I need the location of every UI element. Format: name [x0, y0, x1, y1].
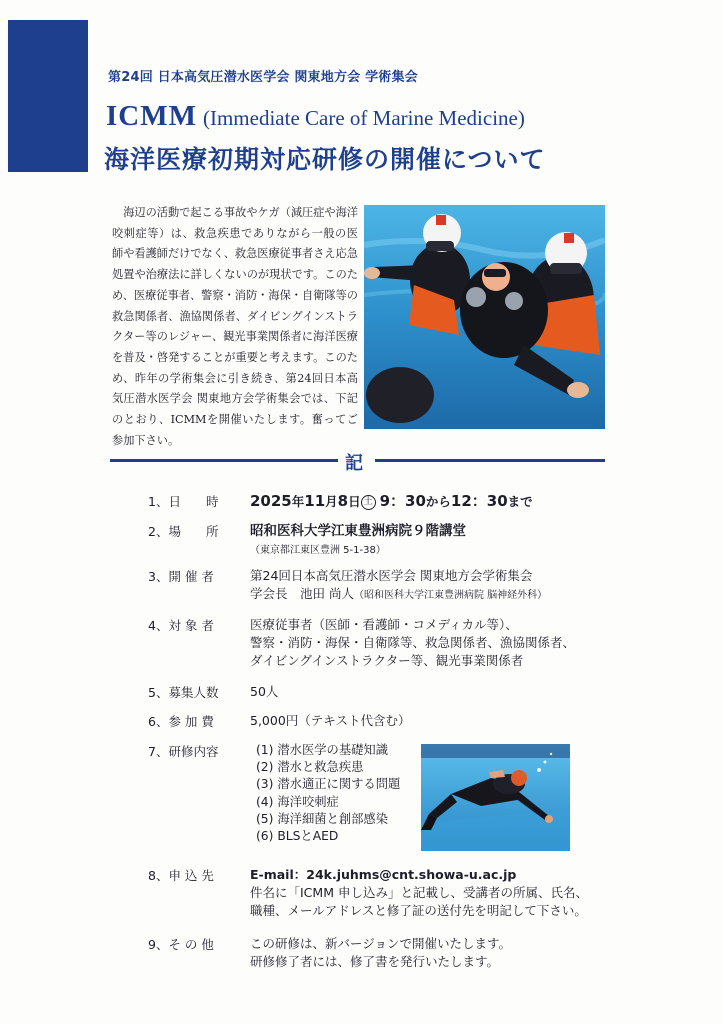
target-line: ダイビングインストラクター等、観光事業関係者	[250, 653, 524, 668]
diver-photo-illustration	[421, 744, 570, 851]
time-end: 12：30	[450, 492, 508, 510]
list-item	[256, 742, 400, 759]
ki-heading: 記	[345, 453, 363, 474]
title-english	[106, 100, 525, 133]
capacity-value: 50人	[250, 684, 279, 699]
rescue-training-photo	[364, 205, 605, 429]
item-text: 潜水適正に関する問題	[277, 777, 401, 792]
fee-value: 5,000円（テキスト代含む）	[250, 713, 411, 728]
date-year-unit: 年	[291, 494, 305, 509]
date-month: 11	[304, 492, 326, 510]
item-text: BLSとAED	[277, 829, 339, 844]
title-acronym: ICMM	[106, 100, 197, 132]
venue-name: 昭和医科大学江東豊洲病院９階講堂	[250, 523, 466, 539]
target-line: 警察・消防・海保・自衛隊等、救急関係者、漁協関係者、	[250, 635, 576, 650]
time-from: から	[425, 494, 451, 509]
date-day: 8	[337, 492, 349, 510]
curriculum-list	[256, 742, 400, 845]
detail-label: 2、場 所	[148, 524, 219, 539]
divider-right	[375, 459, 605, 462]
date-year: 2025	[250, 492, 292, 510]
diver-photo	[421, 744, 570, 851]
detail-label: 7、研修内容	[148, 744, 219, 759]
weekday-badge: 土	[361, 495, 376, 510]
page-title: 海洋医療初期対応研修の開催について	[104, 145, 546, 174]
list-item	[256, 811, 400, 828]
date-value	[250, 492, 533, 511]
date-day-unit: 日	[348, 494, 361, 509]
target-line: 医療従事者（医師・看護師・コメディカル等）、	[250, 617, 518, 632]
detail-label: 8、申 込 先	[148, 868, 214, 883]
divider-left	[110, 459, 338, 462]
item-number: (6)	[256, 829, 274, 844]
item-number: (4)	[256, 794, 274, 809]
brand-block	[8, 20, 88, 172]
detail-label: 5、募集人数	[148, 685, 219, 700]
detail-label: 6、参 加 費	[148, 714, 214, 729]
apply-email[interactable]: E-mail：24k.juhms@cnt.showa-u.ac.jp	[250, 867, 517, 882]
list-item	[256, 828, 400, 845]
venue-address: （東京都江東区豊洲 5-1-38）	[250, 545, 386, 556]
item-number: (1)	[256, 743, 274, 757]
title-fullname: (Immediate Care of Marine Medicine)	[202, 106, 525, 130]
item-text: 潜水と救急疾患	[277, 760, 364, 775]
host-chair: 学会長 池田 尚人	[250, 586, 354, 601]
item-number: (2)	[256, 760, 274, 775]
intro-text: 海辺の活動で起こる事故やケガ（減圧症や海洋咬刺症等）は、救急疾患でありながら一般の医師や看護師だけでなく、救急医療従事者さえ応急処置や治療法に詳しくないのが現状です。このため、医療従事者、警察・消防・海保・自衛隊等の救急関係者、漁協関係者、ダイビングインストラクター等のレジャー、観光事業関係者に海洋医療を普及・啓発することが重要と考えます。このため、昨年の学術集会に引き続き、第24回日本高気圧潜水医学会 関東地方会学術集会では、下記のとおり、ICMMを開催いたします。奮ってご参加下さい。	[112, 206, 358, 447]
other-note: この研修は、新バージョンで開催いたします。	[250, 936, 512, 951]
other-note: 研修修了者には、修了書を発行いたします。	[250, 954, 500, 969]
host-name: 第24回日本高気圧潜水医学会 関東地方会学術集会	[250, 568, 533, 583]
detail-label: 1、日 時	[148, 494, 219, 509]
detail-label: 9、そ の 他	[148, 937, 214, 952]
item-text: 潜水医学の基礎知識	[277, 743, 389, 757]
detail-label: 3、開 催 者	[148, 569, 214, 584]
rescue-photo-illustration	[364, 205, 605, 429]
apply-instruction: 件名に「ICMM 申し込み」と記載し、受講者の所属、氏名、	[250, 885, 588, 900]
time-start: 9：30	[379, 492, 426, 510]
host-chair-affiliation: （昭和医科大学江東豊洲病院 脳神経外科）	[353, 590, 548, 601]
apply-instruction: 職種、メールアドレスと修了証の送付先を明記して下さい。	[250, 903, 587, 918]
item-text: 海洋咬刺症	[277, 794, 339, 809]
item-number: (3)	[256, 777, 274, 792]
item-number: (5)	[256, 811, 274, 826]
time-until: まで	[507, 494, 533, 509]
intro-paragraph	[112, 203, 358, 451]
list-item	[256, 759, 400, 776]
list-item	[256, 794, 400, 811]
detail-label: 4、対 象 者	[148, 618, 214, 633]
item-text: 海洋細菌と創部感染	[277, 811, 389, 826]
list-item	[256, 776, 400, 793]
date-month-unit: 月	[325, 494, 338, 509]
event-subtitle: 第24回 日本高気圧潜水医学会 関東地方会 学術集会	[108, 70, 418, 85]
